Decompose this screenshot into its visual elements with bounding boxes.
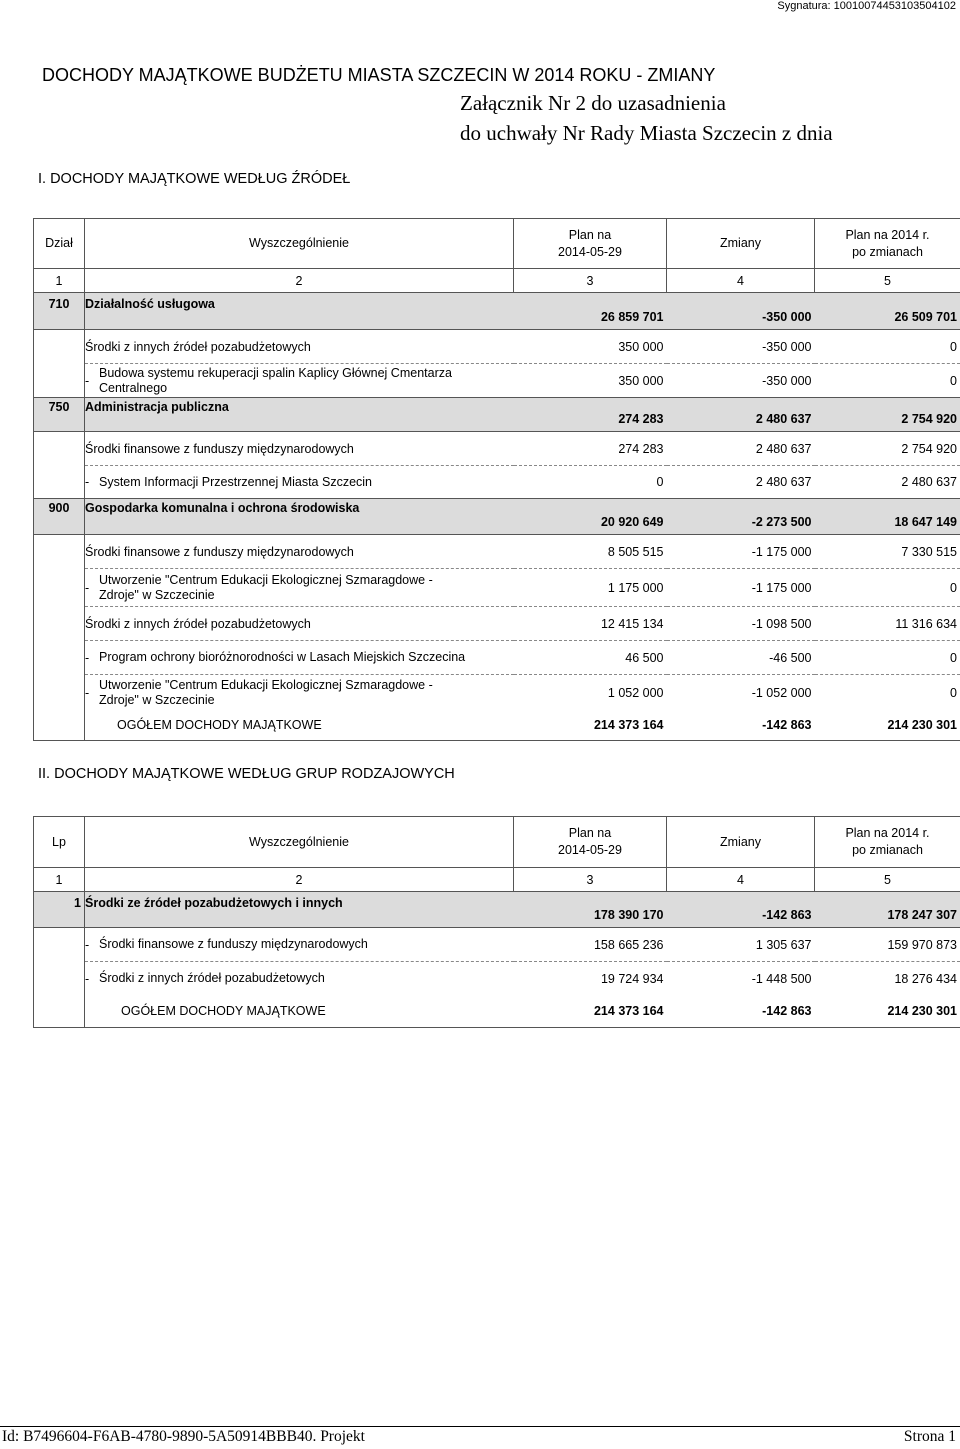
col-header-changes: Zmiany (667, 817, 815, 868)
footer-document-id: Id: B7496604-F6AB-4780-9890-5A50914BBB40. Projekt (2, 1428, 365, 1445)
col-header-description: Wyszczególnienie (85, 219, 514, 269)
column-index-row: 1 2 3 4 5 (34, 269, 960, 293)
document-title: DOCHODY MAJĄTKOWE BUDŻETU MIASTA SZCZECIN W 2014 ROKU - ZMIANY (42, 65, 716, 85)
section-1-heading: I. DOCHODY MAJĄTKOWE WEDŁUG ŹRÓDEŁ (38, 171, 351, 187)
column-index-row: 1 2 3 4 5 (34, 868, 960, 892)
table-row: 1 Środki ze źródeł pozabudżetowych i innych 178 390 170 -142 863 178 247 307 (34, 892, 960, 928)
table-row: Środki z innych źródeł pozabudżetowych 350 000 -350 000 0 (34, 330, 960, 364)
table-row: Środki finansowe z funduszy międzynarodowych 8 505 515 -1 175 000 7 330 515 (34, 535, 960, 569)
table-row: 710 Działalność usługowa 26 859 701 -350 000 26 509 701 (34, 293, 960, 330)
col-header-division: Dział (34, 219, 85, 269)
total-row: OGÓŁEM DOCHODY MAJĄTKOWE 214 373 164 -142 863 214 230 301 (34, 996, 960, 1028)
section-2-heading: II. DOCHODY MAJĄTKOWE WEDŁUG GRUP RODZAJOWYCH (38, 766, 455, 782)
table-row: - System Informacji Przestrzennej Miasta Szczecin 0 2 480 637 2 480 637 (34, 466, 960, 499)
table-row: - Program ochrony bioróżnorodności w Lasach Miejskich Szczecina 46 500 -46 500 0 (34, 641, 960, 675)
table-row: -Utworzenie "Centrum Edukacji Ekologicznej Szmaragdowe - Zdroje" w Szczecinie 1 052 000 -1 052 000 0 (34, 675, 960, 711)
col-header-description: Wyszczególnienie (85, 817, 514, 868)
table-row: -Budowa systemu rekuperacji spalin Kaplicy Głównej Cmentarza Centralnego 350 000 -350 000 0 (34, 364, 960, 398)
col-header-plan: Plan na 2014-05-29 (514, 817, 667, 868)
table-header-row (34, 219, 960, 269)
attachment-line-2: do uchwały Nr Rady Miasta Szczecin z dnia (460, 121, 833, 145)
groups-table (33, 816, 960, 1028)
col-header-plan: Plan na 2014-05-29 (514, 219, 667, 269)
col-header-plan-after: Plan na 2014 r. po zmianach (815, 817, 960, 868)
table-row: Środki z innych źródeł pozabudżetowych 12 415 134 -1 098 500 11 316 634 (34, 607, 960, 641)
table-row: - Środki finansowe z funduszy międzynarodowych 158 665 236 1 305 637 159 970 873 (34, 928, 960, 962)
table-row: 900 Gospodarka komunalna i ochrona środowiska 20 920 649 -2 273 500 18 647 149 (34, 499, 960, 535)
col-header-changes: Zmiany (667, 219, 815, 269)
attachment-line-1: Załącznik Nr 2 do uzasadnienia (460, 91, 726, 115)
total-row: OGÓŁEM DOCHODY MAJĄTKOWE 214 373 164 -142 863 214 230 301 (34, 711, 960, 741)
footer-divider (0, 1426, 960, 1427)
footer-page-number: Strona 1 (903, 1428, 956, 1445)
table-row: - Środki z innych źródeł pozabudżetowych 19 724 934 -1 448 500 18 276 434 (34, 962, 960, 996)
col-header-plan-after: Plan na 2014 r. po zmianach (815, 219, 960, 269)
document-signature: Sygnatura: 10010074453103504102 (777, 0, 956, 12)
col-header-lp: Lp (34, 817, 85, 868)
table-row: Środki finansowe z funduszy międzynarodowych 274 283 2 480 637 2 754 920 (34, 432, 960, 466)
table-row: -Utworzenie "Centrum Edukacji Ekologicznej Szmaragdowe - Zdroje" w Szczecinie 1 175 000 -1 175 000 0 (34, 569, 960, 607)
sources-table (33, 218, 960, 741)
table-header-row (34, 817, 960, 868)
table-row: 750 Administracja publiczna 274 283 2 480 637 2 754 920 (34, 398, 960, 432)
